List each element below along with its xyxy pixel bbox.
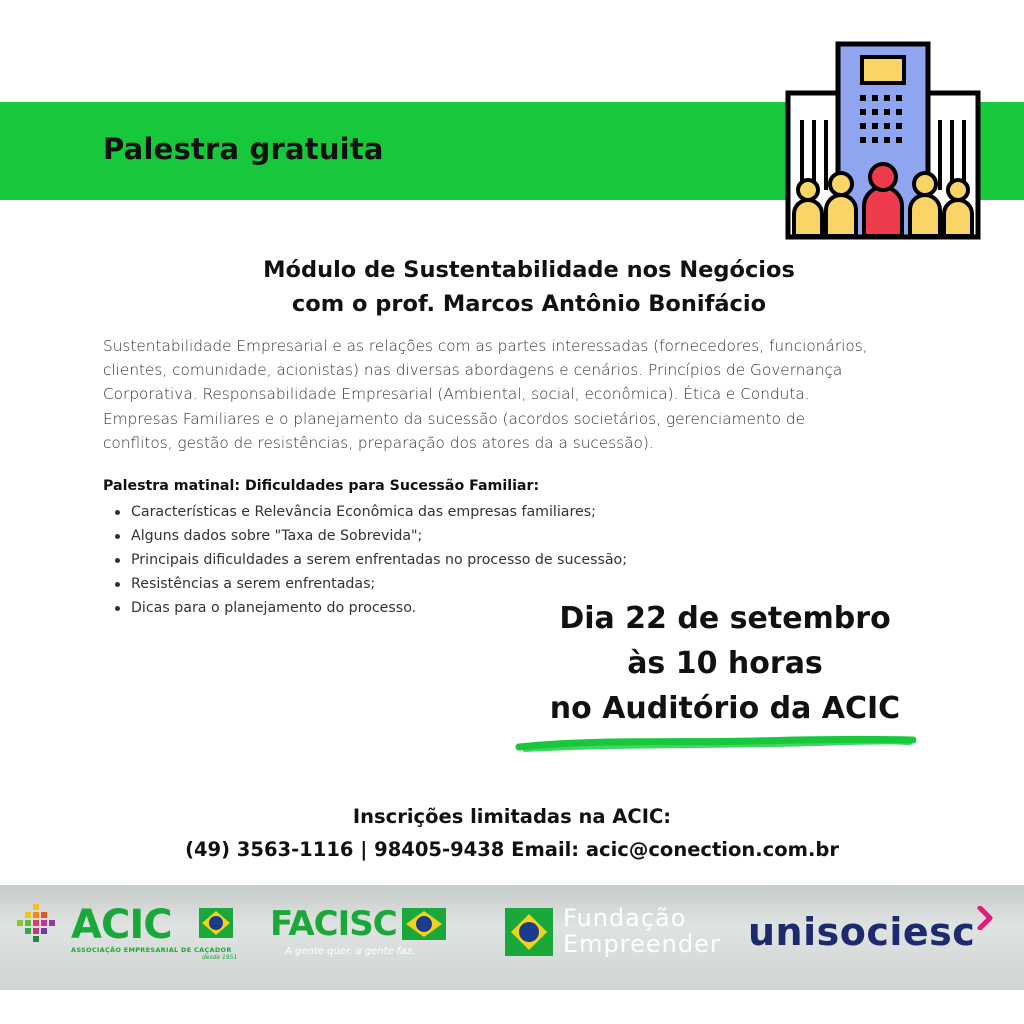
- list-item: Dicas para o planejamento do processo.: [113, 596, 627, 620]
- list-item: Características e Relevância Econômica das empresas familiares;: [113, 500, 627, 524]
- banner-title: Palestra gratuita: [103, 132, 384, 166]
- list-item: Resistências a serem enfrentadas;: [113, 572, 627, 596]
- unisociesc-logo: [748, 904, 998, 964]
- description: [103, 334, 933, 455]
- brush-underline: [515, 733, 917, 755]
- description-line: clientes, comunidade, acionistas) nas diversas abordagens e cenários. Princípios de Governança: [103, 361, 843, 380]
- registration-contacts: (49) 3563-1116 | 98405-9438 Email: acic@conection.com.br: [185, 838, 839, 861]
- facisc-logo: [270, 904, 450, 964]
- registration-info: [0, 800, 1024, 866]
- registration-heading: Inscrições limitadas na ACIC:: [352, 805, 672, 828]
- acic-logo: [15, 898, 240, 968]
- module-title: [0, 253, 1024, 321]
- module-title-line2: com o prof. Marcos Antônio Bonifácio: [291, 291, 767, 317]
- module-title-line1: Módulo de Sustentabilidade nos Negócios: [263, 257, 795, 283]
- description-line: conflitos, gestão de resistências, preparação dos atores da a sucessão).: [103, 433, 654, 452]
- event-date: Dia 22 de setembro: [559, 601, 891, 636]
- unisociesc-chevron-icon: [976, 906, 994, 930]
- acic-wordmark: ACIC: [71, 902, 172, 948]
- event-info: [535, 596, 915, 731]
- fundacao-flag-icon: [505, 908, 553, 956]
- description-line: Corporativa. Responsabilidade Empresarial (Ambiental, social, econômica). Ética e Conduta.: [103, 385, 810, 404]
- facisc-tagline: A gente quer, a gente faz.: [285, 946, 415, 957]
- acic-flag-icon: [199, 908, 233, 938]
- fundacao-line2: Empreender: [563, 930, 721, 958]
- acic-since: desde 1951: [202, 954, 238, 961]
- facisc-wordmark: FACISC: [270, 904, 397, 944]
- list-item: Alguns dados sobre "Taxa de Sobrevida";: [113, 524, 627, 548]
- event-time: às 10 horas: [627, 646, 823, 681]
- acic-subtitle: ASSOCIAÇÃO EMPRESARIAL DE CAÇADOR: [71, 946, 232, 954]
- list-item: Principais dificuldades a serem enfrentadas no processo de sucessão;: [113, 548, 627, 572]
- event-place: no Auditório da ACIC: [549, 691, 901, 726]
- building-people-icon: [780, 40, 986, 244]
- talk-heading: Palestra matinal: Dificuldades para Sucessão Familiar:: [103, 478, 540, 494]
- fundacao-line1: Fundação: [563, 904, 687, 932]
- description-line: Sustentabilidade Empresarial e as relações com as partes interessadas (fornecedores, funcionários,: [103, 337, 868, 355]
- facisc-flag-icon: [402, 908, 446, 940]
- unisociesc-wordmark: unisociesc: [748, 910, 976, 954]
- acic-mosaic-icon: [15, 902, 67, 954]
- description-line: Empresas Familiares e o planejamento da sucessão (acordos societários, gerenciamento de: [103, 409, 805, 428]
- fundacao-empreender-logo: [505, 904, 730, 964]
